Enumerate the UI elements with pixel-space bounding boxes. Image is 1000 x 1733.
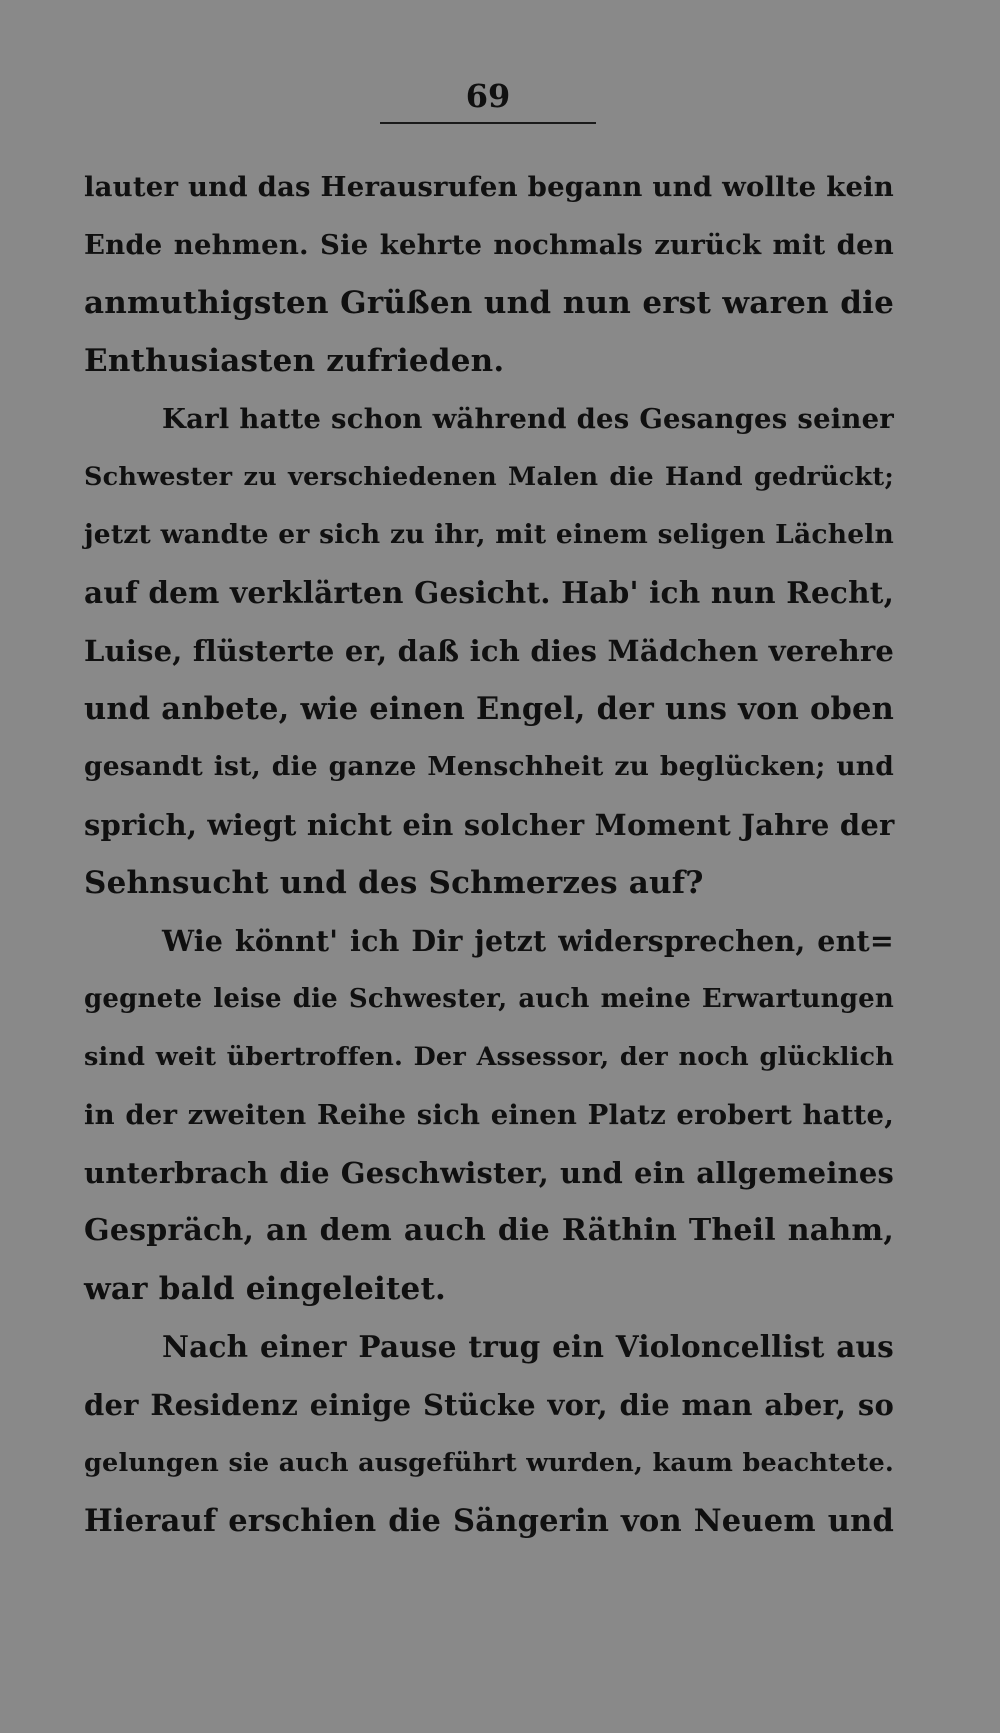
text-line: gegnete leise die Schwester, auch meine Erwartungen: [84, 984, 894, 1014]
text-line: Luise, flüsterte er, daß ich dies Mädchen verehre: [84, 634, 894, 668]
text-line: Hierauf erschien die Sängerin von Neuem und: [84, 1503, 894, 1539]
text-line: jetzt wandte er sich zu ihr, mit einem seligen Lächeln: [84, 519, 894, 550]
body-text: [84, 158, 894, 1550]
text-line: Karl hatte schon während des Gesanges seiner: [162, 403, 894, 435]
text-line: auf dem verklärten Gesicht. Hab' ich nun Recht,: [84, 575, 895, 610]
text-line: sprich, wiegt nicht ein solcher Moment Jahre der: [84, 808, 895, 842]
text-line: Nach einer Pause trug ein Violoncellist aus: [162, 1329, 894, 1364]
text-line: Gespräch, an dem auch die Räthin Theil nahm,: [84, 1213, 894, 1248]
text-line: war bald eingeleitet.: [84, 1271, 446, 1307]
text-line: Ende nehmen. Sie kehrte nochmals zurück mit den: [84, 229, 894, 261]
text-line: Enthusiasten zufrieden.: [84, 343, 505, 379]
text-line: unterbrach die Geschwister, und ein allgemeines: [84, 1156, 894, 1190]
text-line: gesandt ist, die ganze Menschheit zu beglücken; und: [84, 751, 894, 782]
page-number: 69: [465, 77, 511, 115]
text-line: in der zweiten Reihe sich einen Platz erobert hatte,: [84, 1099, 894, 1131]
text-line: lauter und das Herausrufen begann und wollte kein: [84, 171, 894, 203]
text-line: Sehnsucht und des Schmerzes auf?: [84, 865, 704, 901]
text-line: gelungen sie auch ausgeführt wurden, kaum beachtete.: [84, 1448, 894, 1478]
text-line: und anbete, wie einen Engel, der uns von oben: [84, 691, 894, 727]
text-line: Schwester zu verschiedenen Malen die Hand gedrückt;: [84, 462, 894, 492]
text-line: Wie könnt' ich Dir jetzt widersprechen, ent=: [162, 924, 894, 958]
text-line: der Residenz einige Stücke vor, die man aber, so: [84, 1388, 894, 1422]
text-line: sind weit übertroffen. Der Assessor, der noch glücklich: [84, 1042, 894, 1072]
header-rule: [380, 122, 596, 124]
text-line: anmuthigsten Grüßen und nun erst waren die: [84, 285, 894, 321]
